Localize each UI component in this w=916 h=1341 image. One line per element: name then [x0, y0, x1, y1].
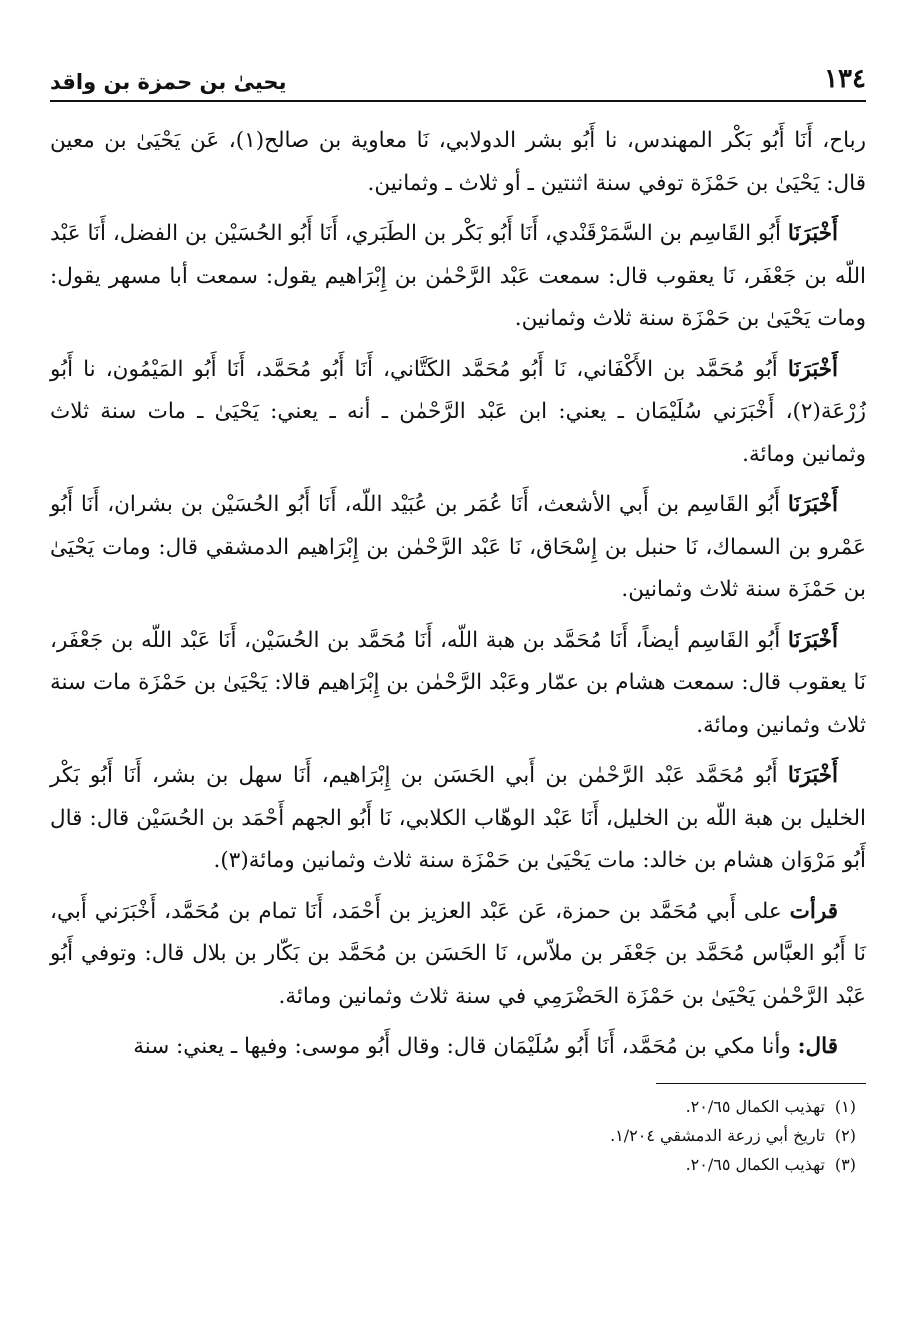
footnote-1: (١)تهذيب الكمال ٢٠/٦٥. — [685, 1096, 856, 1116]
body-text — [50, 120, 866, 1069]
paragraph-3: أَخْبَرَنَا أَبُو مُحَمَّد بن الأَكْفَاني، نَا أَبُو مُحَمَّد الكَتَّاني، أَنَا أَبُو مُحَمَّد، أَنَا أَبُو المَيْمُون، نا أَبُو زُرْعَة(٢)، أَخْبَرَني سُلَيْمَان ـ يعني: ابن عَبْد الرَّحْمٰن ـ أنه ـ يعني: يَحْيَىٰ ـ مات سنة ثلاث وثمانين ومائة. — [50, 356, 866, 467]
footnote-2: (٢)تاريخ أبي زرعة الدمشقي ١/٢٠٤. — [610, 1125, 856, 1145]
paragraph-lead: أَخْبَرَنَا — [787, 627, 838, 653]
paragraph-5: أَخْبَرَنَا أَبُو القَاسِم أيضاً، أَنَا مُحَمَّد بن هبة اللّه، أَنَا مُحَمَّد بن الحُسَيْن، أَنَا عَبْد اللّه بن جَعْفَر، نَا يعقوب قال: سمعت هشام بن عمّار وعَبْد الرَّحْمٰن بن إِبْرَاهيم قالا: يَحْيَىٰ بن حَمْزَة مات سنة ثلاث وثمانين ومائة. — [50, 627, 866, 738]
paragraph-lead: قرأت — [789, 898, 838, 924]
footnote-divider — [656, 1083, 866, 1084]
paragraph-lead: أَخْبَرَنَا — [787, 221, 838, 246]
paragraph-2: أَخْبَرَنَا أَبُو القَاسِم بن السَّمَرْقَنْدي، أَنَا أَبُو بَكْر بن الطَبَري، أَنَا أَبُو الحُسَيْن بن الفضل، أَنَا عَبْد اللّه بن جَعْفَر، نَا يعقوب قال: سمعت عَبْد الرَّحْمٰن بن إِبْرَاهيم يقول: سمعت أبا مسهر يقول: ومات يَحْيَىٰ بن حَمْزَة سنة ثلاث وثمانين. — [50, 221, 866, 331]
paragraph-lead: أَخْبَرَنَا — [787, 763, 838, 788]
paragraph-4: أَخْبَرَنَا أَبُو القَاسِم بن أَبي الأشعث، أَنَا عُمَر بن عُبَيْد اللّه، أَنَا أَبُو الحُسَيْن بن بشران، أَنَا أَبُو عَمْرو بن السماك، نَا حنبل بن إِسْحَاق، نَا عَبْد الرَّحْمٰن بن إِبْرَاهيم الدمشقي قال: ومات يَحْيَىٰ بن حَمْزَة سنة ثلاث وثمانين. — [50, 492, 866, 602]
paragraph-6: أَخْبَرَنَا أَبُو مُحَمَّد عَبْد الرَّحْمٰن بن أَبي الحَسَن بن إِبْرَاهيم، أَنَا سهل بن بشر، أَنَا أَبُو بَكْر الخليل بن هبة اللّه بن الخليل، أَنَا عَبْد الوهّاب الكلابي، نَا أَبُو الجهم أَحْمَد بن الحُسَيْن قال: قال أَبُو مَرْوَان هشام بن خالد: مات يَحْيَىٰ بن حَمْزَة سنة ثلاث وثمانين ومائة(٣). — [50, 763, 866, 873]
page-number: ١٣٤ — [824, 64, 866, 94]
running-header — [50, 60, 866, 102]
running-title: يحيىٰ بن حمزة بن واقد — [50, 70, 287, 94]
paragraph-lead: قال: — [797, 1034, 838, 1059]
paragraph-lead: أَخْبَرَنَا — [787, 492, 838, 517]
footnote-3: (٣)تهذيب الكمال ٢٠/٦٥. — [685, 1154, 856, 1174]
book-page — [50, 60, 866, 1179]
paragraph-7: قرأت على أَبي مُحَمَّد بن حمزة، عَن عَبْد العزيز بن أَحْمَد، أَنَا تمام بن مُحَمَّد، أَخْبَرَني أَبي، نَا أَبُو العبَّاس مُحَمَّد بن جَعْفَر بن ملاّس، نَا الحَسَن بن مُحَمَّد بن بَكّار بن بلال قال: وتوفي أَبُو عَبْد الرَّحْمٰن يَحْيَىٰ بن حَمْزَة الحَضْرَمِي في سنة ثلاث وثمانين ومائة. — [50, 898, 866, 1009]
paragraph-8: قال: وأنا مكي بن مُحَمَّد، أَنَا أَبُو سُلَيْمَان قال: وقال أَبُو موسى: وفيها ـ يعني: سنة — [133, 1034, 838, 1059]
paragraph-lead: أَخْبَرَنَا — [787, 356, 838, 382]
paragraph-1: رباح، أَنَا أَبُو بَكْر المهندس، نا أَبُو بشر الدولابي، نَا معاوية بن صالح(١)، عَن يَحْيَىٰ بن معين قال: يَحْيَىٰ بن حَمْزَة توفي سنة اثنتين ـ أو ثلاث ـ وثمانين. — [50, 128, 866, 196]
footnotes — [50, 1092, 866, 1179]
